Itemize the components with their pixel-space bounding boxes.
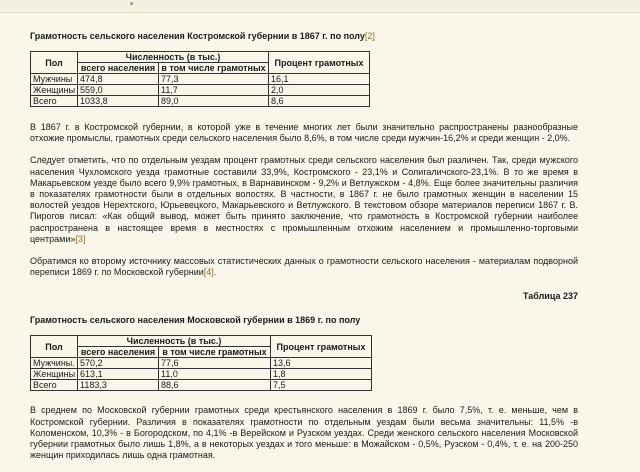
table-kostroma <box>30 51 370 107</box>
ref-link-3[interactable]: [3] <box>75 233 86 244</box>
cell-literate: 77,6 <box>159 358 271 369</box>
paragraph-2 <box>30 155 578 245</box>
table-row <box>31 358 372 369</box>
col-header-count: Численность (в тыс.) <box>78 52 269 63</box>
cell-total: 570,2 <box>78 358 159 369</box>
cell-sex: Всего <box>31 96 78 107</box>
table-row <box>31 96 370 107</box>
paragraph-3: Обратимся ко второму источнику массовых статистических данных о грамотности сельского населения - материалам подворной переписи 1869 г. по Московской губернии[4]. <box>30 256 578 278</box>
top-bar <box>0 0 640 13</box>
cell-sex: Мужчины <box>31 74 78 85</box>
col-header-count: Численность (в тыс.) <box>78 336 271 347</box>
table-row <box>31 74 370 85</box>
paragraph-4: В среднем по Московской губернии грамотных среди крестьянского населения в 1869 г. было 7,5%, т. е. меньше, чем в Костромской губернии. Различия в показателях грамотности по отдельным уездам были весьма значительны: 11,5% -в Коломенском, 10,3% - в Богородском, по 4,1% -в Верейском и Рузском уездах. Среди женского сельского населения Московской губернии грамотных было лишь 1,8%, а в некоторых уездах и того меньше: в Можайском - 0,5%, Рузском - 0,4%, т. е. на 200-250 женщин приходилась лишь одна грамотная. <box>30 405 578 461</box>
table-row <box>31 380 372 391</box>
cell-total: 559,0 <box>78 85 159 96</box>
table-moscow <box>30 335 372 391</box>
ref-link-4[interactable]: [4] <box>203 267 214 278</box>
paragraph-1: В 1867 г. в Костромской губернии, в которой уже в течение многих лет были значительно распространены разнообразные отхожие промыслы, грамотных среди сельского населения было 8,6%, в том числе среди мужчин-16,2% и среди женщин - 2,0%. <box>30 122 578 144</box>
table-row <box>31 85 370 96</box>
col-header-literate: в том числе грамотных <box>159 347 271 358</box>
cell-total: 1183,3 <box>78 380 159 391</box>
cell-sex: Мужчины. <box>31 358 78 369</box>
cell-literate: 89,0 <box>159 96 269 107</box>
cell-total: 474,8 <box>78 74 159 85</box>
cell-percent: 1,8 <box>271 369 372 380</box>
cell-sex: Всего <box>31 380 78 391</box>
cell-sex: Женщины <box>31 85 78 96</box>
table2-heading: Грамотность сельского населения Московской губернии в 1869 г. по полу <box>30 315 361 326</box>
cell-total: 613,1 <box>78 369 159 380</box>
top-bar-dot <box>130 2 133 5</box>
cell-literate: 11,0 <box>159 369 271 380</box>
cell-percent: 2,0 <box>269 85 370 96</box>
cell-sex: Женщины <box>31 369 78 380</box>
col-header-sex: Пол <box>31 52 78 74</box>
cell-total: 1033,8 <box>78 96 159 107</box>
col-header-literate: в том числе грамотных <box>159 63 269 74</box>
cell-percent: 7,5 <box>271 380 372 391</box>
paragraph-3-text: Обратимся ко второму источнику массовых статистических данных о грамотности сельского населения - материалам подворной переписи 1869 г. по Московской губернии <box>30 256 578 278</box>
table-row <box>31 369 372 380</box>
col-header-percent: Процент грамотных <box>269 52 370 74</box>
cell-literate: 88,6 <box>159 380 271 391</box>
table-number: Таблица 237 <box>522 291 578 302</box>
col-header-total: всего населения <box>78 63 159 74</box>
table1-heading <box>30 30 578 42</box>
cell-percent: 13,6 <box>271 358 372 369</box>
col-header-percent: Процент грамотных <box>271 336 372 358</box>
paragraph-2-text: Следует отметить, что по отдельным уездам процент грамотных среди сельского населения был различен. Так, среди мужского населения Чухломского уезда грамотные составили 33,9%, Костромского - 23,1% и Солигаличского-23,1%. В то же время в Макарьевском уезде было всего 9,9% грамотных, в Варнавинском - 9,2% и Ветлужском - 4,8%. Еще более значительны различия в показателях грамотности были в отдельных волостях. В частности, в 1867 г. не было грамотных женщин в населении 15 волостей уездов Нерехтского, Юрьевецкого, Макарьевского и Ветлужского. В текстовом обзоре материалов переписи 1867 г. В. Пирогов писал: «Как общий вывод, может быть принято заключение, что грамотность в Костромской губернии наиболее распространена в настоящее время в местностях с промышленным отхожим населением и промышленно-торговыми центрами» <box>30 155 578 244</box>
cell-percent: 16,1 <box>269 74 370 85</box>
col-header-total: всего населения <box>78 347 159 358</box>
table1-heading-text: Грамотность сельского населения Костромской губернии в 1867 г. по полу <box>30 31 365 41</box>
col-header-sex: Пол <box>31 336 78 358</box>
article-content <box>30 30 578 461</box>
cell-literate: 11,7 <box>159 85 269 96</box>
ref-link-2[interactable]: [2] <box>364 31 375 41</box>
cell-percent: 8,6 <box>269 96 370 107</box>
cell-literate: 77,3 <box>159 74 269 85</box>
